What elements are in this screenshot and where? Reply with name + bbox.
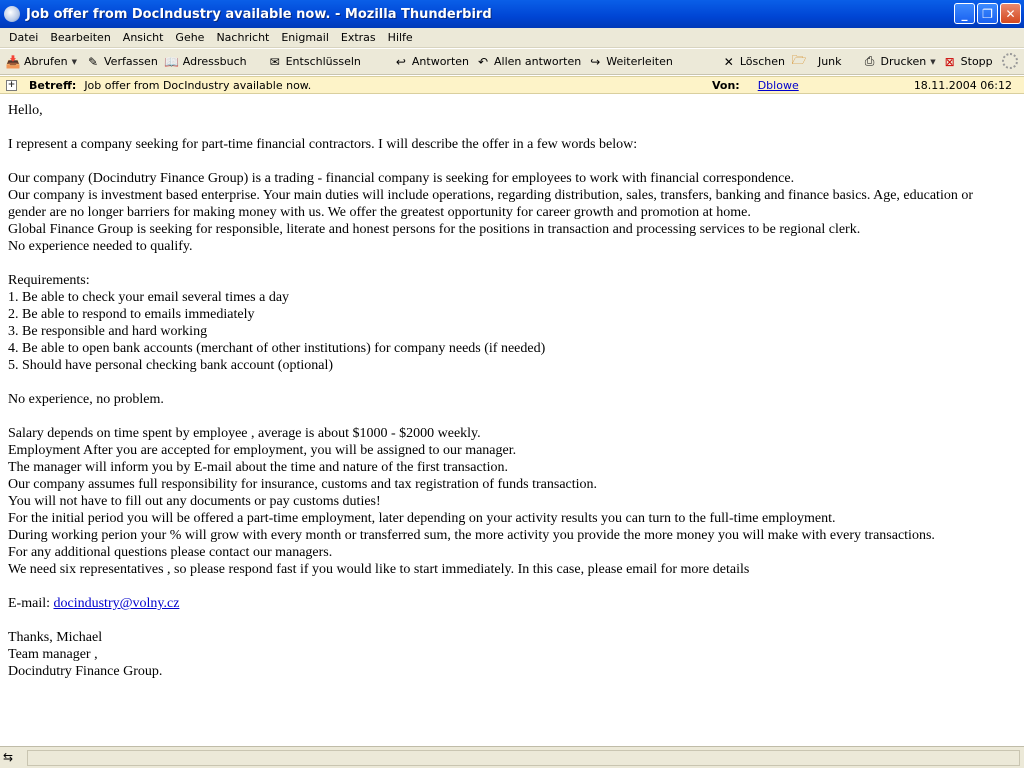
requirement-item: 3. Be responsible and hard working [8, 324, 208, 339]
junk-label: Junk [817, 55, 842, 68]
forward-button[interactable] [584, 51, 676, 73]
menu-hilfe[interactable]: Hilfe [387, 31, 413, 44]
subject-value: Job offer from DocIndustry available now. [84, 78, 312, 92]
signature-line: Thanks, Michael [8, 630, 103, 645]
print-dropdown-arrow-icon[interactable]: ▼ [930, 57, 936, 66]
greeting-line: Hello, [8, 103, 43, 118]
body-line: Employment After you are accepted for employment, you will be assigned to our manager. [8, 443, 517, 458]
signature-line: Docindutry Finance Group. [8, 664, 163, 679]
body-line: You will not have to fill out any documents or pay customs duties! [8, 494, 381, 509]
stop-button[interactable] [939, 51, 996, 73]
menu-bar [0, 28, 1024, 48]
compose-pencil-icon: ✎ [87, 54, 99, 69]
intro-line: I represent a company seeking for part-time financial contractors. I will describe the offer in a few words below: [8, 137, 638, 152]
requirement-item: 1. Be able to check your email several times a day [8, 290, 290, 305]
inbox-tray-icon: 📥 [5, 54, 21, 69]
print-button[interactable] [859, 51, 939, 73]
delete-button[interactable] [718, 51, 788, 73]
reply-label: Antworten [411, 55, 470, 68]
email-link[interactable]: docindustry@volny.cz [53, 596, 180, 611]
body-line: During working perion your % will grow with every month or transferred sum, the more activity you provide the more money you will make with every transactions. [8, 528, 935, 543]
close-button[interactable] [1000, 3, 1021, 24]
forward-arrow-icon: ↪ [590, 54, 601, 69]
menu-nachricht[interactable]: Nachricht [216, 31, 270, 44]
printer-icon: ⎙ [864, 54, 875, 68]
menu-extras[interactable]: Extras [340, 31, 376, 44]
from-label: Von: [712, 78, 740, 92]
requirement-item: 2. Be able to respond to emails immediately [8, 307, 255, 322]
menu-bearbeiten[interactable]: Bearbeiten [50, 31, 111, 44]
body-line: We need six representatives , so please respond fast if you would like to start immediately. In this case, please email for more details [8, 562, 750, 577]
online-status-icon[interactable]: ⇆ [3, 749, 14, 764]
address-book-label: Adressbuch [182, 55, 247, 68]
body-line: Our company (Docindutry Finance Group) is a trading - financial company is seeking for employees to work with financial correspondence. [8, 171, 795, 186]
decrypt-label: Entschlüsseln [285, 55, 361, 68]
menu-gehe[interactable]: Gehe [175, 31, 205, 44]
delete-x-icon: ✕ [723, 54, 734, 69]
email-label: E-mail: [8, 596, 50, 611]
body-line: Our company assumes full responsibility for insurance, customs and tax registration of funds transaction. [8, 477, 598, 492]
body-line: No experience needed to qualify. [8, 239, 193, 254]
body-line: The manager will inform you by E-mail about the time and nature of the first transaction. [8, 460, 508, 475]
body-line: Our company is investment based enterprise. Your main duties will include operations, regarding distribution, sales, transfers, banking and finance basics. Age, education or [8, 188, 973, 203]
minimize-button[interactable] [954, 3, 975, 24]
from-link[interactable]: Dblowe [757, 78, 799, 92]
dropdown-arrow-icon[interactable]: ▼ [71, 57, 78, 66]
get-mail-button[interactable] [2, 51, 80, 73]
from-field [712, 79, 799, 92]
window-title: Job offer from DocIndustry available now. - Mozilla Thunderbird [26, 6, 492, 22]
maximize-button[interactable] [977, 3, 998, 24]
decrypt-button[interactable] [264, 51, 364, 73]
reply-all-icon: ↶ [477, 54, 489, 69]
minimize-icon: _ [961, 6, 968, 21]
address-book-icon: 📖 [164, 54, 180, 69]
compose-button[interactable] [82, 51, 161, 73]
subject-label: Betreff: [29, 78, 77, 92]
requirement-item: 5. Should have personal checking bank account (optional) [8, 358, 334, 373]
email-line [8, 595, 1008, 612]
close-icon: ✕ [1005, 6, 1016, 21]
body-line: Salary depends on time spent by employee , average is about $1000 - $2000 weekly. [8, 426, 481, 441]
signature-line: Team manager , [8, 647, 98, 662]
status-text-field [27, 750, 1020, 766]
message-body [8, 102, 1008, 680]
window-controls [954, 3, 1021, 24]
reply-all-button[interactable] [472, 51, 584, 73]
menu-enigmail[interactable]: Enigmail [281, 31, 329, 44]
body-line: Global Finance Group is seeking for responsible, literate and honest persons for the positions in transaction and processing services to be regional clerk. [8, 222, 861, 237]
date-value: 18.11.2004 06:12 [913, 78, 1012, 92]
message-header [0, 76, 1024, 94]
status-bar [0, 746, 1024, 768]
title-bar[interactable] [0, 0, 1024, 28]
print-label: Drucken [880, 55, 927, 68]
main-toolbar [0, 49, 1024, 75]
junk-folder-icon: 🗁 [791, 53, 807, 67]
stop-label: Stopp [960, 55, 993, 68]
expand-header-icon[interactable]: + [7, 79, 16, 90]
requirement-item: 4. Be able to open bank accounts (merchant of other institutions) for company needs (if needed) [8, 341, 546, 356]
requirements-title: Requirements: [8, 273, 90, 288]
address-book-button[interactable] [161, 51, 250, 73]
delete-label: Löschen [739, 55, 785, 68]
body-line: For the initial period you will be offered a part-time employment, later depending on your activity results you can turn to the full-time employment. [8, 511, 836, 526]
reply-button[interactable] [390, 51, 472, 73]
compose-label: Verfassen [104, 55, 158, 68]
envelope-key-icon: ✉ [269, 54, 280, 69]
body-line: For any additional questions please contact our managers. [8, 545, 333, 560]
no-experience-line: No experience, no problem. [8, 392, 164, 407]
activity-throbber-icon [1002, 53, 1018, 69]
reply-arrow-icon: ↩ [395, 54, 406, 69]
menu-datei[interactable]: Datei [9, 31, 39, 44]
restore-icon: ❐ [982, 6, 993, 21]
get-mail-label: Abrufen [24, 55, 68, 68]
reply-all-label: Allen antworten [494, 55, 582, 68]
thunderbird-app-icon[interactable] [4, 6, 20, 22]
body-line: gender are no longer barriers for making money with us. We offer the greatest opportunity for career growth and promotion at home. [8, 205, 751, 220]
forward-label: Weiterleiten [606, 55, 673, 68]
menu-ansicht[interactable]: Ansicht [122, 31, 164, 44]
junk-button[interactable] [788, 51, 845, 73]
stop-icon: ⊠ [944, 54, 955, 69]
